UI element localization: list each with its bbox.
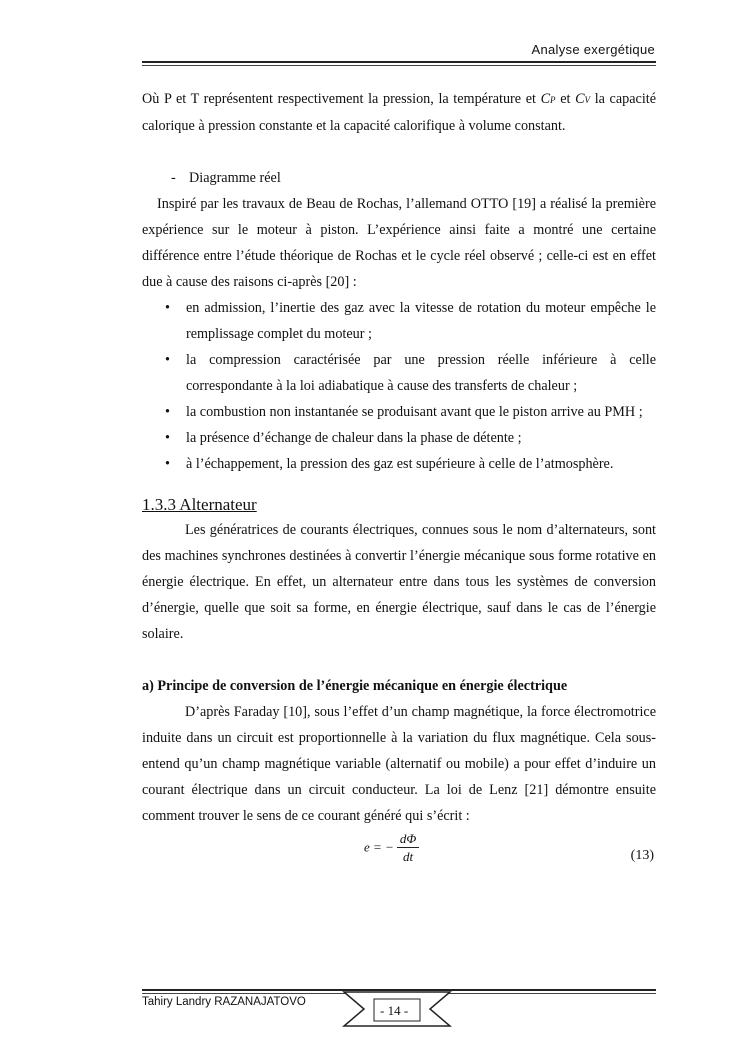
cp-symbol: CP bbox=[540, 91, 556, 107]
diagramme-paragraph: Inspiré par les travaux de Beau de Rochas, l’allemand OTTO [19] a réalisé la première expérience sur le moteur à piston. L’expérience ainsi faite a montré une certaine différence entre l’étude théorique de Rochas et le cycle réel observé ; celle-ci est en effet due à cause des raisons ci-après [20] : bbox=[142, 196, 656, 290]
intro-paragraph: Où P et T représentent respectivement la pression, la température et CP et CV la capacité calorique à pression constante et la capacité calorifique à volume constant. bbox=[142, 91, 657, 134]
diagramme-heading: - Diagramme réel bbox=[171, 170, 281, 186]
equation-13 bbox=[142, 829, 656, 879]
bullet-list bbox=[142, 295, 656, 477]
subsection-paragraph: D’après Faraday [10], sous l’effet d’un champ magnétique, la force électromotrice induite dans un circuit est proportionnelle à la variation du flux magnétique. Cela sous-entend qu’un champ magnétique variable (alternatif ou mobile) a pour effet d’induire un courant électrique dans un circuit conducteur. La loi de Lenz [21] démontre ensuite comment trouver le sens de ce courant généré qui s’écrit : bbox=[142, 704, 656, 824]
list-item: • en admission, l’inertie des gaz avec la vitesse de rotation du moteur empêche le remplissage complet du moteur ; bbox=[165, 300, 656, 342]
list-item: • à l’échappement, la pression des gaz est supérieure à celle de l’atmosphère. bbox=[165, 456, 614, 472]
list-item: • la combustion non instantanée se produisant avant que le piston arrive au PMH ; bbox=[165, 404, 643, 420]
list-item: • la compression caractérisée par une pression réelle inférieure à celle correspondante à la loi adiabatique à cause des transferts de chaleur ; bbox=[165, 352, 656, 394]
subsection-heading: a) Principe de conversion de l’énergie mécanique en énergie électrique bbox=[142, 678, 568, 694]
cv-symbol: CV bbox=[575, 91, 591, 107]
header-rule bbox=[142, 61, 656, 63]
equation-number: (13) bbox=[630, 848, 654, 863]
page-body bbox=[142, 86, 656, 879]
page-number: - 14 - bbox=[380, 1003, 409, 1018]
running-header: Analyse exergétique bbox=[531, 42, 655, 57]
equation-expression: e = − $\frac{d\Phi}{dt}$ bbox=[364, 831, 419, 866]
footer-author: Tahiry Landry RAZANAJATOVO bbox=[142, 996, 306, 1008]
header-rule-thin bbox=[142, 65, 656, 66]
section-paragraph: Les génératrices de courants électriques, connues sous le nom d’alternateurs, sont des machines synchrones destinées à convertir l’énergie mécanique sous forme rotative en énergie électrique. En effet, un alternateur entre dans tous les systèmes de conversion d’énergie, quelle que soit sa forme, en énergie électrique, sauf dans le cas de l’énergie solaire. bbox=[142, 522, 656, 642]
section-heading: 1.3.3 Alternateur bbox=[142, 495, 257, 514]
list-item: • la présence d’échange de chaleur dans la phase de détente ; bbox=[165, 430, 522, 446]
